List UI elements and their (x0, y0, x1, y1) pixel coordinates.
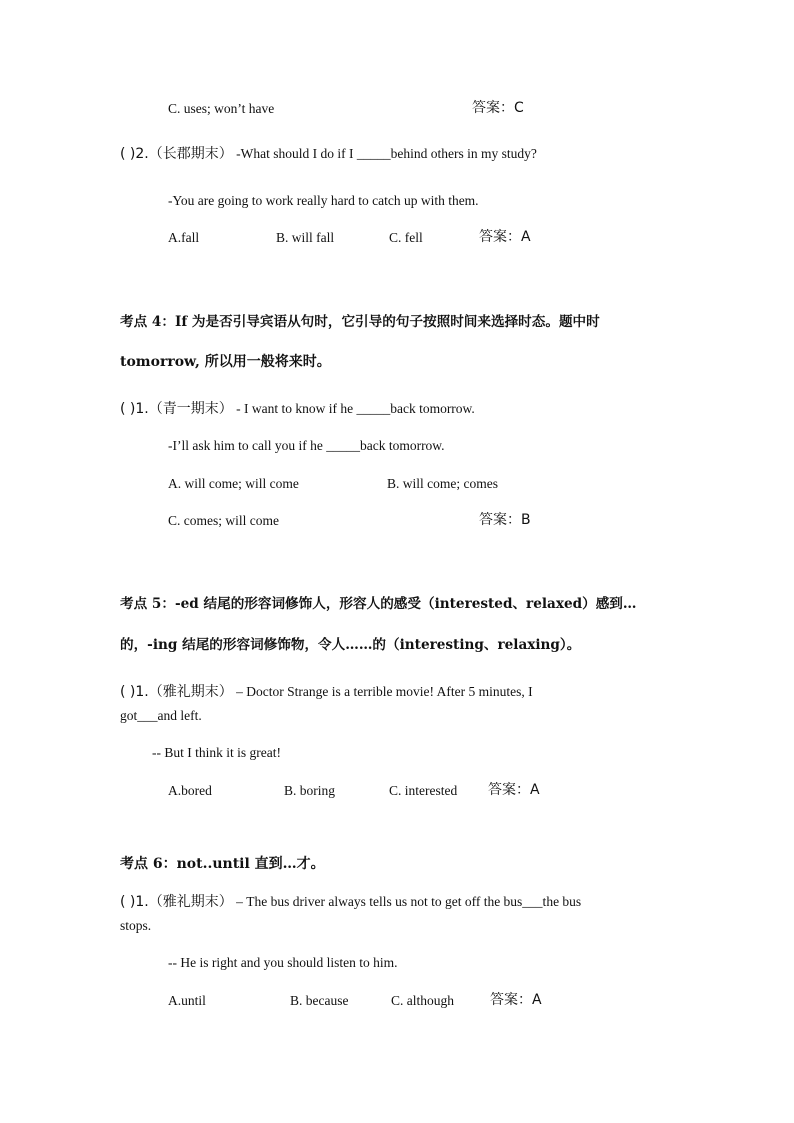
question-text: – The bus driver always tells us not to get off the bus___the bus (236, 894, 582, 909)
option-b: B. will fall (276, 230, 335, 245)
question-number (120, 400, 475, 418)
response-text: -- He is right and you should listen to him. (168, 955, 398, 970)
point-heading: 考点 6：not..until 直到…才。 (120, 856, 325, 872)
question-text: - I want to know if he _____back tomorrow. (236, 401, 475, 416)
question-text-cont: stops. (120, 918, 152, 933)
question-prefix: ( )2.（长郡期末） (120, 146, 233, 162)
option-b: B. because (290, 993, 349, 1008)
question-number (120, 893, 581, 911)
question-text-cont: got___and left. (120, 708, 202, 723)
answer: 答案：B (479, 512, 531, 528)
question-prefix: ( )1.（雅礼期末） (120, 894, 233, 910)
answer: 答案：A (479, 229, 531, 245)
question-number (120, 683, 533, 701)
question-text: -What should I do if I _____behind others in my study? (236, 146, 537, 161)
option-b: B. will come; comes (387, 476, 498, 491)
point-heading-cont: tomorrow, 所以用一般将来时。 (120, 354, 331, 370)
option-b: B. boring (284, 783, 336, 798)
option-c: C. although (391, 993, 454, 1008)
answer: 答案：C (472, 100, 524, 116)
question-prefix: ( )1.（青一期末） (120, 401, 233, 417)
response-text: -- But I think it is great! (152, 745, 281, 760)
option-c: C. fell (389, 230, 423, 245)
point-heading: 考点 4：If 为是否引导宾语从句时，它引导的句子按照时间来选择时态。题中时 (120, 314, 600, 330)
response-text: -You are going to work really hard to catch up with them. (168, 193, 479, 208)
question-number (120, 145, 537, 163)
option-c: C. uses; won’t have (168, 101, 275, 116)
option-a: A.fall (168, 230, 200, 245)
answer: 答案：A (488, 782, 540, 798)
point-heading: 考点 5：-ed 结尾的形容词修饰人，形容人的感受（interested、relaxed）感到… (120, 596, 637, 612)
option-c: C. comes; will come (168, 513, 279, 528)
option-a: A. will come; will come (168, 476, 299, 491)
option-a: A.until (168, 993, 206, 1008)
response-text: -I’ll ask him to call you if he _____back tomorrow. (168, 438, 445, 453)
option-a: A.bored (168, 783, 212, 798)
option-c: C. interested (389, 783, 458, 798)
question-text: – Doctor Strange is a terrible movie! After 5 minutes, I (236, 684, 533, 699)
answer: 答案：A (490, 992, 542, 1008)
point-heading-cont: 的，-ing 结尾的形容词修饰物，令人……的（interesting、relaxing）。 (120, 637, 581, 653)
question-prefix: ( )1.（雅礼期末） (120, 684, 233, 700)
